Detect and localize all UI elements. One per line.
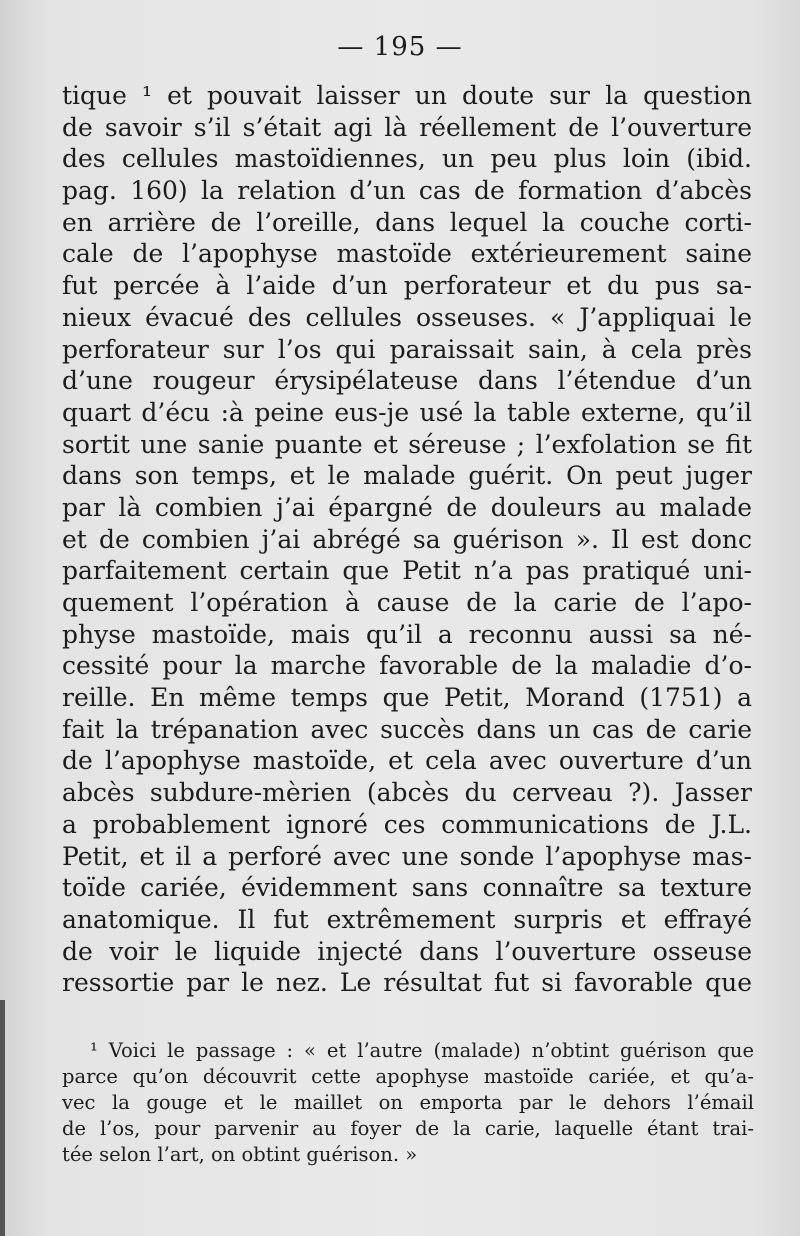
body-line: cale de l’apophyse mastoïde extérieurement saine (62, 239, 752, 269)
body-line: de savoir s’il s’était agi là réellement de l’ouverture (62, 112, 752, 142)
body-line: par là combien j’ai épargné de douleurs au malade (62, 492, 752, 522)
body-line: parfaitement certain que Petit n’a pas pratiqué uni- (62, 556, 752, 586)
footnote-line: ¹ Voici le passage : « et l’autre (malade) n’obtint guérison que (90, 1039, 754, 1062)
body-line: quart d’écu :à peine eus-je usé la table externe, qu’il (62, 397, 752, 427)
body-line: cessité pour la marche favorable de la maladie d’o- (62, 651, 752, 681)
footnote (62, 1038, 754, 1168)
body-line: nieux évacué des cellules osseuses. « J’appliquai le (62, 302, 752, 332)
body-line: pag. 160) la relation d’un cas de formation d’abcès (62, 176, 752, 206)
body-line: sortit une sanie puante et séreuse ; l’exfolation se fit (62, 429, 752, 459)
page-edge-shadow (0, 1000, 5, 1236)
body-line: quement l’opération à cause de la carie de l’apo- (62, 588, 752, 617)
body-line: a probablement ignoré ces communications de J.L. (62, 809, 752, 839)
footnote-line: de l’os, pour parvenir au foyer de la carie, laquelle étant trai- (62, 1117, 754, 1140)
body-line: dans son temps, et le malade guérit. On peut juger (62, 461, 752, 491)
body-line: perforateur sur l’os qui paraissait sain, à cela près (62, 334, 752, 364)
body-line: reille. En même temps que Petit, Morand (1751) a (62, 683, 752, 713)
body-line: des cellules mastoïdiennes, un peu plus loin (ibid. (62, 144, 752, 174)
body-line: de l’apophyse mastoïde, et cela avec ouverture d’un (62, 746, 752, 776)
page-number: — 195 — (337, 32, 463, 62)
body-line: d’une rougeur érysipélateuse dans l’étendue d’un (62, 366, 752, 396)
body-line: anatomique. Il fut extrêmement surpris et effrayé (62, 904, 752, 934)
body-line: toïde cariée, évidemment sans connaître sa texture (62, 873, 752, 903)
footnote-line: parce qu’on découvrit cette apophyse mastoïde cariée, et qu’a- (62, 1065, 754, 1088)
body-text (62, 80, 752, 999)
body-line: ressortie par le nez. Le résultat fut si favorable que (62, 968, 752, 998)
body-line: tique ¹ et pouvait laisser un doute sur la question (62, 81, 752, 110)
body-line: physe mastoïde, mais qu’il a reconnu aussi sa né- (62, 619, 752, 649)
body-line: fut percée à l’aide d’un perforateur et du pus sa- (62, 271, 752, 301)
body-line: de voir le liquide injecté dans l’ouverture osseuse (62, 936, 752, 966)
footnote-line: tée selon l’art, on obtint guérison. » (62, 1143, 418, 1166)
body-line: Petit, et il a perforé avec une sonde l’apophyse mas- (62, 841, 752, 871)
body-line: et de combien j’ai abrégé sa guérison ». Il est donc (62, 524, 752, 554)
body-line: en arrière de l’oreille, dans lequel la couche corti- (62, 207, 752, 237)
body-line: fait la trépanation avec succès dans un cas de carie (62, 714, 752, 744)
footnote-line: vec la gouge et le maillet on emporta par le dehors l’émail (62, 1091, 754, 1114)
body-line: abcès subdure-mèrien (abcès du cerveau ?). Jasser (62, 778, 752, 808)
